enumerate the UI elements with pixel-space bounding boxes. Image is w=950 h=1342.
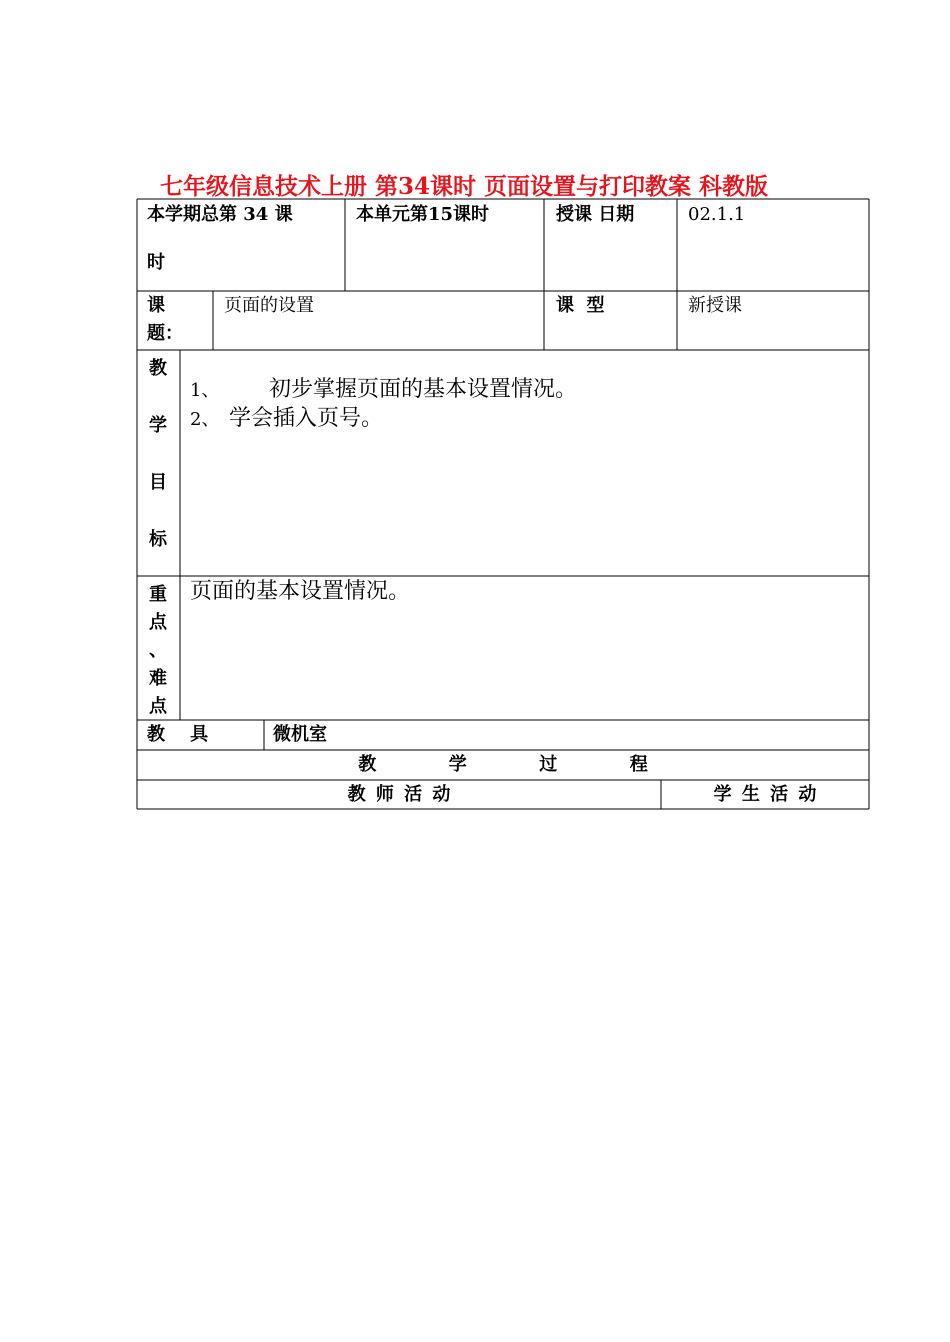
document-title: 七年级信息技术上册 第34课时 页面设置与打印教案 科教版: [160, 173, 769, 200]
total-lesson-label-cont: 时: [147, 252, 165, 273]
objectives-label-char: 教: [149, 358, 167, 379]
objectives-label: [146, 354, 170, 582]
objective-num: 2、: [190, 409, 220, 430]
process-header: 教 学 过 程: [358, 754, 648, 775]
date-value: 02.1.1: [688, 204, 746, 225]
teacher-activity-header: 教 师 活 动: [347, 784, 451, 805]
topic-label: 课: [147, 295, 165, 316]
objectives-label-char: 标: [149, 529, 167, 550]
keypoints-label-char: 点: [149, 696, 167, 717]
tools-label: 教 具: [147, 724, 209, 745]
type-value: 新授课: [688, 295, 742, 316]
objective-text: 学会插入页号。: [229, 406, 384, 431]
keypoints-text: 页面的基本设置情况。: [190, 579, 411, 604]
objectives-label-char: 学: [149, 415, 167, 436]
topic-value: 页面的设置: [224, 295, 314, 316]
keypoints-label-char: 、: [149, 640, 167, 661]
objective-text: 初步掌握页面的基本设置情况。: [269, 377, 578, 402]
student-activity-header: 学 生 活 动: [713, 784, 817, 805]
tools-value: 微机室: [273, 724, 327, 745]
unit-lesson-label: 本单元第15课时: [356, 204, 490, 225]
keypoints-label-char: 难: [149, 668, 167, 689]
type-label: 课 型: [556, 295, 605, 316]
topic-label-cont: 题：: [147, 323, 183, 344]
objective-num: 1、: [190, 380, 220, 401]
keypoints-label: [146, 580, 170, 720]
date-label: 授课 日期: [556, 204, 635, 225]
keypoints-label-char: 点: [149, 612, 167, 633]
keypoints-label-char: 重: [149, 584, 167, 605]
total-lesson-label: 本学期总第 34 课: [147, 204, 293, 225]
objectives-label-char: 目: [149, 472, 167, 493]
